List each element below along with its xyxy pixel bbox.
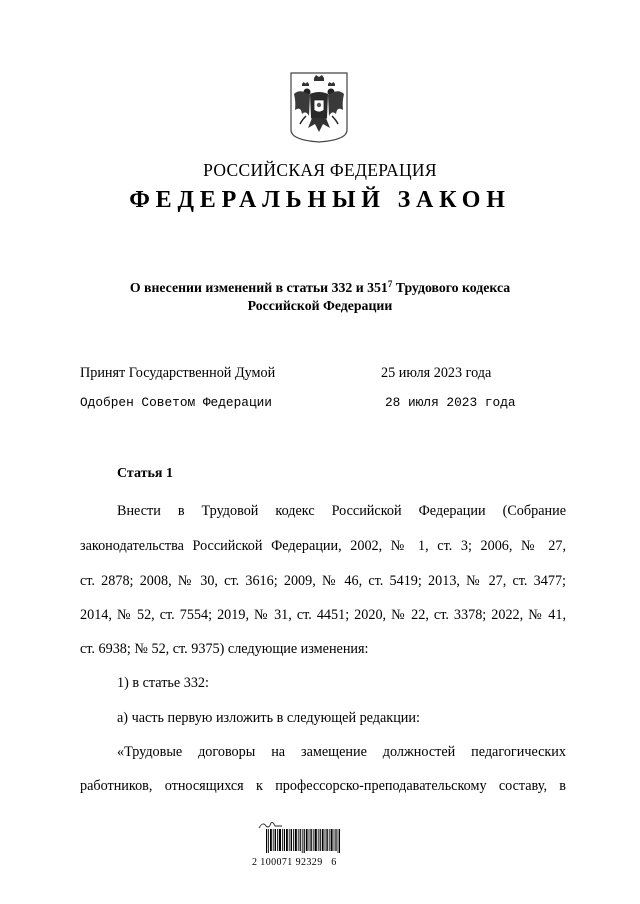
article-line: а) часть первую изложить в следующей редакции: [117, 710, 420, 726]
article-line: 2014, № 52, ст. 7554; 2019, № 31, ст. 4451; 2020, № 22, ст. 3378; 2022, № 41, [80, 607, 566, 623]
title-superscript: 7 [387, 279, 393, 289]
article-line: ст. 6938; № 52, ст. 9375) следующие изменения: [80, 641, 369, 657]
duma-adoption-date: 25 июля 2023 года [381, 365, 492, 381]
law-title-line-1 [80, 279, 560, 297]
coat-of-arms-icon [288, 70, 350, 144]
article-line: 1) в статье 332: [117, 675, 209, 691]
barcode-icon [266, 829, 340, 853]
barcode-number: 2 100071 92329 6 [252, 857, 337, 868]
article-line: Внести в Трудовой кодекс Российской Федерации (Собрание [117, 503, 566, 519]
article-heading: Статья 1 [117, 466, 173, 481]
article-line: работников, относящихся к профессорско-преподавательскому составу, в [80, 778, 566, 794]
article-line: «Трудовые договоры на замещение должностей педагогических [117, 744, 566, 760]
law-type-heading: ФЕДЕРАЛЬНЫЙ ЗАКОН [129, 187, 511, 213]
country-name: РОССИЙСКАЯ ФЕДЕРАЦИЯ [203, 160, 437, 180]
title-text-end: Трудового кодекса [392, 280, 511, 295]
law-title-line-2: Российской Федерации [247, 298, 393, 313]
duma-adoption-label: Принят Государственной Думой [80, 365, 276, 381]
law-title [80, 279, 560, 315]
council-approval-date: 28 июля 2023 года [385, 395, 516, 410]
article-line: законодательства Российской Федерации, 2002, № 1, ст. 3; 2006, № 27, [80, 538, 566, 554]
title-text: О внесении изменений в статьи 332 и 351 [129, 280, 388, 295]
council-approval-label: Одобрен Советом Федерации [80, 395, 272, 410]
article-line: ст. 2878; 2008, № 30, ст. 3616; 2009, № 46, ст. 5419; 2013, № 27, ст. 3477; [80, 573, 566, 589]
